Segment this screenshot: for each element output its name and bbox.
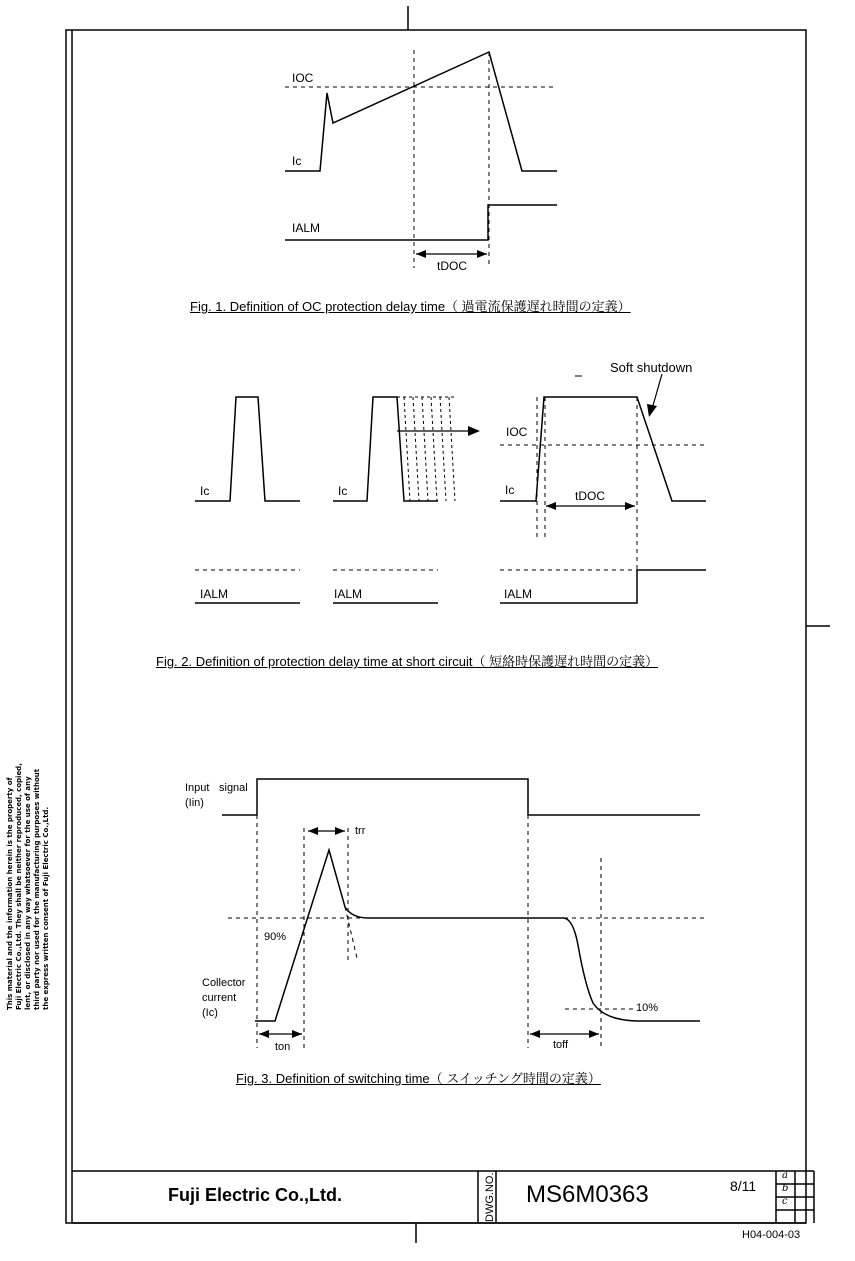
notice-line: This material and the information herein is the property of [6, 777, 14, 1010]
fig2-panel1-label-ic: Ic [200, 484, 210, 498]
notice-line: Fuji Electric Co.,Ltd. They shall be neither reproduced, copied, [15, 763, 23, 1010]
notice-line: third party nor used for the manufacturing purposes without [33, 768, 41, 1010]
revision-b: b [782, 1183, 789, 1194]
fig2-panel2-label-ic: Ic [338, 484, 348, 498]
fig3-label-10pct: 10% [636, 1002, 659, 1014]
fig2-label-ioc: IOC [506, 425, 528, 439]
inner-frame [66, 30, 806, 1223]
fig3-label-collector: Collector [202, 977, 246, 989]
fig1-ialm-waveform [285, 205, 557, 240]
fig3-guides [228, 815, 705, 1048]
fig1-label-ioc: IOC [292, 71, 314, 85]
fig1-label-tdoc: tDOC [437, 259, 467, 273]
proprietary-notice [6, 470, 51, 1010]
fig2-panel3-label-ialm: IALM [504, 587, 533, 601]
fig1-label-ialm: IALM [292, 221, 321, 235]
fig1-ic-waveform [285, 52, 557, 171]
fig3-input-signal [222, 779, 700, 815]
fig2-panel3-label-ic: Ic [505, 483, 515, 497]
fig3-label-toff: toff [553, 1039, 569, 1051]
fig1-caption: Fig. 1. Definition of OC protection delay time（ 過電流保護遅れ時間の定義） [190, 299, 631, 314]
fig3-collector-current [255, 850, 700, 1021]
fig3-label-current: current [202, 992, 237, 1004]
fig3-label-signal: signal [219, 782, 248, 794]
fig3-caption: Fig. 3. Definition of switching time（ スイッチング時間の定義） [236, 1071, 601, 1086]
fig3-label-trr: trr [355, 825, 366, 837]
fig2-panel2-ic [333, 397, 438, 501]
sheet-frame [66, 6, 830, 1243]
dwg-no-label: DWG.NO. [484, 1172, 496, 1222]
fig3-label-90pct: 90% [264, 931, 287, 943]
form-number: H04-004-03 [742, 1229, 801, 1241]
fig2-panel1-ic [195, 397, 300, 501]
revision-a: a [782, 1170, 788, 1181]
fig3-diagram [222, 779, 705, 1048]
notice-line: lent, or disclosed in any way whatsoever for the use of any [24, 776, 32, 1010]
page-number: 8/11 [730, 1178, 757, 1194]
fig3-label-input: Input [185, 782, 210, 794]
fig2-panel3-ic [500, 397, 706, 501]
fig2-caption: Fig. 2. Definition of protection delay time at short circuit（ 短絡時保護遅れ時間の定義） [156, 654, 659, 669]
revision-c: c [782, 1196, 788, 1207]
fig2-label-tdoc: tDOC [575, 489, 605, 503]
fig3-label-ton: ton [275, 1041, 291, 1053]
fig2-panel1-label-ialm: IALM [200, 587, 229, 601]
fig3-label-iin: (Iin) [185, 797, 204, 809]
document-number: MS6M0363 [526, 1181, 649, 1208]
company-name: Fuji Electric Co.,Ltd. [168, 1185, 343, 1205]
fig1-label-ic: Ic [292, 154, 302, 168]
fig2-panel2-extended-pulses [397, 397, 455, 501]
fig3-label-ic: (Ic) [202, 1007, 218, 1019]
fig2-label-soft-shutdown: Soft shutdown [610, 360, 693, 375]
fig2-soft-shutdown-pointer [652, 374, 662, 409]
notice-line: the express written consent of Fuji Electric Co.,Ltd. [42, 806, 50, 1010]
fig1-diagram [285, 50, 557, 268]
fig2-panel3-guides [500, 397, 706, 570]
fig2-diagram [195, 374, 706, 603]
fig2-panel2-label-ialm: IALM [334, 587, 363, 601]
